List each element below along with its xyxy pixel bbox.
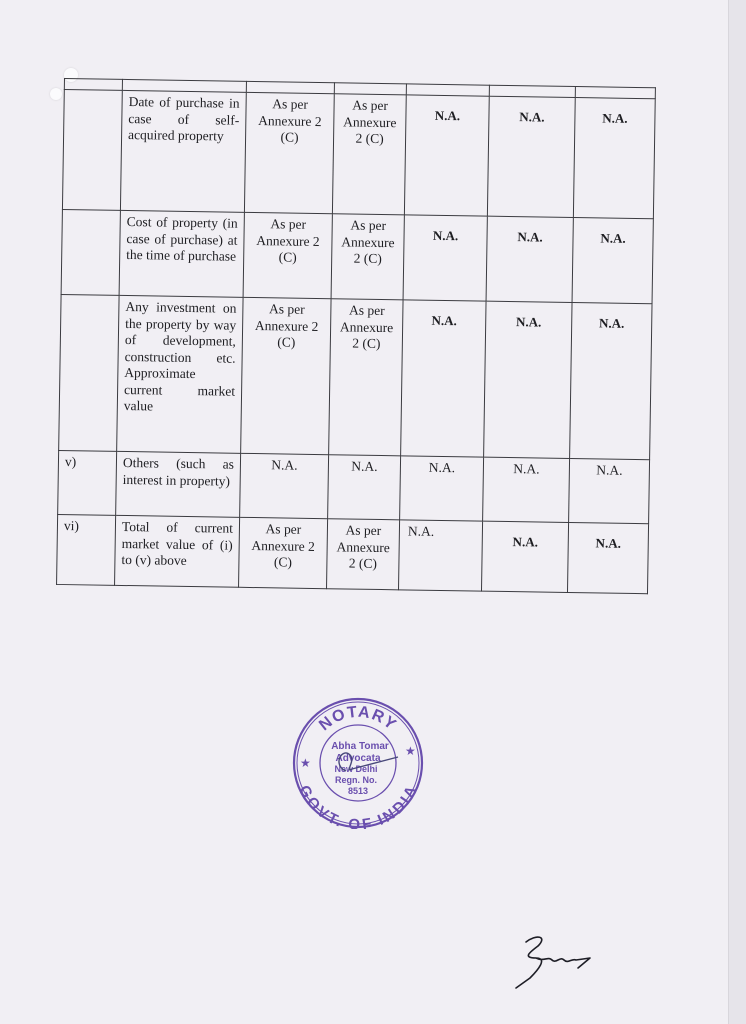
svg-text:NOTARY	[316, 704, 400, 735]
cell-value: N.A.	[399, 520, 483, 591]
table-cell	[64, 79, 122, 91]
stamp-top-text: NOTARY	[316, 703, 400, 735]
row-description: Any investment on the property by way of development, construction etc. Approximate current market value	[117, 295, 243, 453]
star-icon: ★	[405, 744, 416, 758]
stamp-regn: Regn. No.	[335, 775, 377, 785]
page-edge	[728, 0, 746, 1024]
table-row	[57, 514, 649, 593]
cell-value: N.A.	[570, 303, 652, 460]
table-row	[62, 90, 655, 219]
punch-hole	[50, 88, 62, 100]
cell-value: N.A.	[404, 95, 489, 216]
cell-value: N.A.	[486, 216, 573, 302]
property-details-table	[56, 78, 656, 594]
row-description: Date of purchase in case of self-acquired property	[120, 90, 246, 212]
cell-value: As per Annexure 2 (C)	[243, 212, 332, 298]
cell-value: N.A.	[487, 96, 575, 217]
cell-value: N.A.	[328, 455, 401, 520]
row-number	[61, 209, 120, 295]
cell-value: As per Annexure 2 (C)	[329, 299, 403, 456]
cell-value: As per Annexure 2 (C)	[327, 519, 400, 590]
stamp-title: Advocata	[335, 753, 381, 764]
stamp-name: Abha Tomar	[331, 741, 389, 752]
stamp-number: 8513	[347, 786, 369, 796]
cell-value: N.A.	[401, 300, 486, 457]
row-description: Total of current market value of (i) to (v) above	[115, 515, 240, 587]
row-number	[62, 90, 122, 211]
cell-value: N.A.	[572, 218, 653, 304]
cell-value: N.A.	[567, 522, 648, 593]
row-number	[59, 294, 119, 451]
row-number: v)	[58, 450, 117, 515]
cell-value: N.A.	[400, 456, 484, 521]
cell-value: As per Annexure 2 (C)	[244, 92, 334, 213]
table-row	[61, 209, 653, 303]
row-description: Cost of property (in case of purchase) at the time of purchase	[119, 210, 244, 297]
notary-stamp	[290, 697, 426, 829]
cell-value: N.A.	[573, 98, 655, 219]
cell-value: N.A.	[484, 301, 572, 458]
cell-value: As per Annexure 2 (C)	[241, 297, 331, 454]
row-description: Others (such as interest in property)	[116, 451, 241, 517]
table-row	[58, 450, 650, 523]
table-row	[59, 294, 652, 459]
stamp-city: New Delhi	[334, 764, 378, 774]
signature	[508, 930, 598, 992]
cell-value: N.A.	[240, 453, 329, 518]
cell-value: N.A.	[569, 458, 650, 523]
row-number: vi)	[57, 514, 116, 585]
star-icon: ★	[300, 756, 311, 770]
cell-value: As per Annexure 2 (C)	[239, 517, 328, 588]
cell-value: N.A.	[481, 521, 568, 592]
cell-value: N.A.	[483, 457, 570, 522]
cell-value: As per Annexure 2 (C)	[332, 94, 406, 215]
cell-value: As per Annexure 2 (C)	[331, 214, 404, 300]
cell-value: N.A.	[403, 215, 487, 301]
stamp-bottom-text: GOVT. OF INDIA	[295, 782, 421, 829]
